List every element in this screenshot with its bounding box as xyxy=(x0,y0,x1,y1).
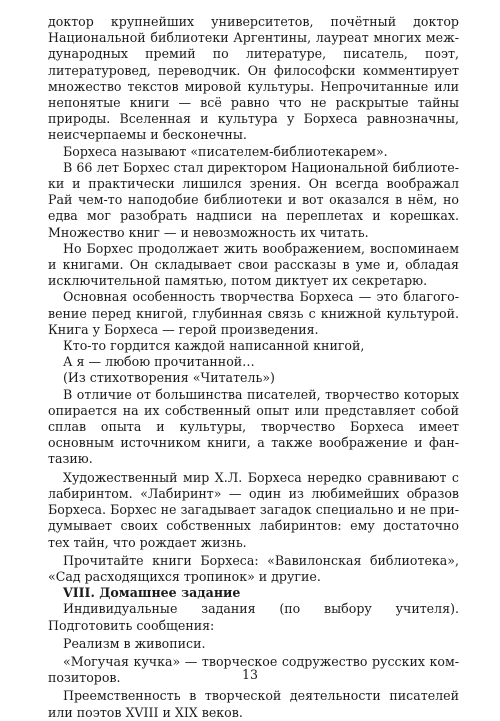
paragraph-read-books: Прочитайте книги Борхеса: «Вавилонская библиотека», «Сад расходящихся тропинок» и другие. xyxy=(48,552,459,584)
paragraph-borges-titles: доктор крупнейших университетов, почётный доктор Национальной библиотеки Аргентины, лауреат многих международных премий по литературе, писатель, поэт, литературовед, переводчик. Он философски комментирует множество текстов мировой культуры. Непрочитанные или непонятые книги — всё равно что не раскрытые тайны природы. Вселенная и культура у Борхеса равнозначны, неисчерпаемы и бесконечны. xyxy=(48,14,459,143)
paragraph-national-library-director: В 66 лет Борхес стал директором Национальной библиотеки и практически лишился зрения. Он всегда воображал Рай чем-то наподобие библиотеки и вот оказался в нём, но едва мог разобрать надписи на переплетах и корешках. Множество книг — и невозможность их читать. xyxy=(48,159,459,240)
verse-line-1: Кто-то гордится каждой написанной книгой, xyxy=(63,338,365,354)
paragraph-imagination-memory: Но Борхес продолжает жить воображением, воспоминаем и книгами. Он складывает свои рассказы в уме и, обладая исключительной памятью, потом диктует их секретарю. xyxy=(48,240,459,289)
homework-intro: Индивидуальные задания (по выбору учителя). Подготовить сообщения: xyxy=(48,601,459,633)
verse-line-2: А я — любою прочитанной… xyxy=(63,354,255,370)
homework-item-realism: Реализм в живописи. xyxy=(63,635,206,651)
page-number: 13 xyxy=(241,667,259,682)
homework-item-mighty-handful: «Могучая кучка» — творческое содружество русских композиторов. xyxy=(48,653,459,686)
homework-item-continuity: Преемственность в творческой деятельности писателей или поэтов XVIII и XIX веков. xyxy=(48,688,459,720)
paragraph-labyrinth: Художественный мир Х.Л. Борхеса нередко сравнивают с лабиринтом. «Лабиринт» — один из любимейших образов Борхеса. Борхес не загадывает загадок специально и не придумывает своих собственных лабиринтов: ему достаточно тех тайн, что рождает жизнь. xyxy=(48,469,459,550)
paragraph-reverence-for-book: Основная особенность творчества Борхеса — это благоговение перед книгой, глубинная связь с книжной культурой. Книга у Борхеса — герой произведения. xyxy=(48,289,459,337)
paragraph-writer-librarian: Борхеса называют «писателем-библиотекарем». xyxy=(63,143,388,159)
section-heading-homework: VIII. Домашнее задание xyxy=(63,585,241,601)
verse-source: (Из стихотворения «Читатель») xyxy=(63,370,275,386)
page-text-body xyxy=(48,14,459,721)
paragraph-sources-of-creativity: В отличие от большинства писателей, творчество которых опирается на их собственный опыт или представляет собой сплав опыта и культуры, творчество Борхеса имеет основным источником книги, а также воображение и фантазию. xyxy=(48,386,459,467)
